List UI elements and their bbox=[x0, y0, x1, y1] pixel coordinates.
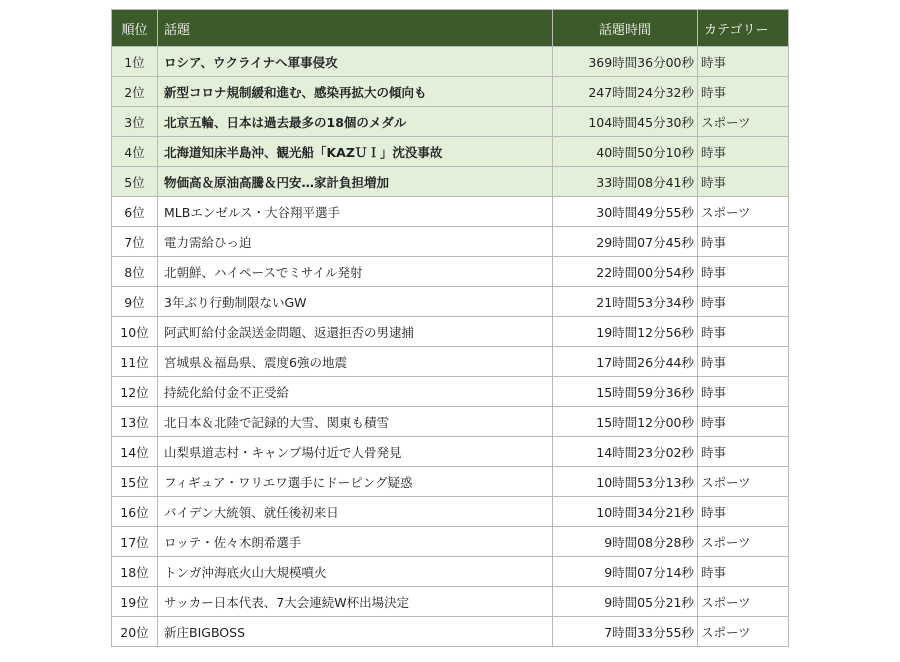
topic-cell: ロッテ・佐々木朗希選手 bbox=[158, 527, 553, 557]
table-row bbox=[112, 167, 789, 197]
category-cell: 時事 bbox=[698, 557, 789, 587]
category-cell: スポーツ bbox=[698, 587, 789, 617]
category-cell: 時事 bbox=[698, 377, 789, 407]
rank-cell: 16位 bbox=[112, 497, 158, 527]
header-topic: 話題 bbox=[158, 10, 553, 47]
category-cell: 時事 bbox=[698, 47, 789, 77]
time-cell: 15時間59分36秒 bbox=[553, 377, 698, 407]
table-row bbox=[112, 467, 789, 497]
table-row bbox=[112, 527, 789, 557]
table-row bbox=[112, 227, 789, 257]
time-cell: 247時間24分32秒 bbox=[553, 77, 698, 107]
rank-cell: 8位 bbox=[112, 257, 158, 287]
category-cell: 時事 bbox=[698, 167, 789, 197]
table-row bbox=[112, 617, 789, 647]
table-row bbox=[112, 137, 789, 167]
topic-cell: 物価高＆原油高騰＆円安…家計負担増加 bbox=[158, 167, 553, 197]
table-row bbox=[112, 47, 789, 77]
time-cell: 21時間53分34秒 bbox=[553, 287, 698, 317]
table-row bbox=[112, 587, 789, 617]
category-cell: 時事 bbox=[698, 497, 789, 527]
rank-cell: 10位 bbox=[112, 317, 158, 347]
rank-cell: 18位 bbox=[112, 557, 158, 587]
table-row bbox=[112, 377, 789, 407]
topic-cell: 新庄BIGBOSS bbox=[158, 617, 553, 647]
rank-cell: 11位 bbox=[112, 347, 158, 377]
rank-cell: 7位 bbox=[112, 227, 158, 257]
rank-cell: 1位 bbox=[112, 47, 158, 77]
category-cell: スポーツ bbox=[698, 197, 789, 227]
topic-cell: 山梨県道志村・キャンプ場付近で人骨発見 bbox=[158, 437, 553, 467]
ranking-table bbox=[111, 9, 789, 647]
topic-cell: バイデン大統領、就任後初来日 bbox=[158, 497, 553, 527]
rank-cell: 19位 bbox=[112, 587, 158, 617]
table-row bbox=[112, 347, 789, 377]
rank-cell: 12位 bbox=[112, 377, 158, 407]
topic-cell: 阿武町給付金誤送金問題、返還拒否の男逮捕 bbox=[158, 317, 553, 347]
table-row bbox=[112, 437, 789, 467]
topic-cell: 北海道知床半島沖、観光船「KAZＵＩ」沈没事故 bbox=[158, 137, 553, 167]
category-cell: スポーツ bbox=[698, 527, 789, 557]
time-cell: 30時間49分55秒 bbox=[553, 197, 698, 227]
category-cell: 時事 bbox=[698, 137, 789, 167]
category-cell: 時事 bbox=[698, 347, 789, 377]
category-cell: 時事 bbox=[698, 407, 789, 437]
rank-cell: 20位 bbox=[112, 617, 158, 647]
table-row bbox=[112, 197, 789, 227]
time-cell: 9時間08分28秒 bbox=[553, 527, 698, 557]
time-cell: 33時間08分41秒 bbox=[553, 167, 698, 197]
time-cell: 22時間00分54秒 bbox=[553, 257, 698, 287]
table-row bbox=[112, 407, 789, 437]
topic-cell: 持続化給付金不正受給 bbox=[158, 377, 553, 407]
rank-cell: 15位 bbox=[112, 467, 158, 497]
rank-cell: 17位 bbox=[112, 527, 158, 557]
time-cell: 29時間07分45秒 bbox=[553, 227, 698, 257]
category-cell: 時事 bbox=[698, 437, 789, 467]
rank-cell: 9位 bbox=[112, 287, 158, 317]
topic-cell: 新型コロナ規制緩和進む、感染再拡大の傾向も bbox=[158, 77, 553, 107]
table-row bbox=[112, 557, 789, 587]
rank-cell: 2位 bbox=[112, 77, 158, 107]
time-cell: 9時間07分14秒 bbox=[553, 557, 698, 587]
rank-cell: 3位 bbox=[112, 107, 158, 137]
time-cell: 19時間12分56秒 bbox=[553, 317, 698, 347]
table-row bbox=[112, 257, 789, 287]
time-cell: 10時間34分21秒 bbox=[553, 497, 698, 527]
ranking-table-container bbox=[111, 9, 788, 647]
rank-cell: 5位 bbox=[112, 167, 158, 197]
topic-cell: トンガ沖海底火山大規模噴火 bbox=[158, 557, 553, 587]
rank-cell: 14位 bbox=[112, 437, 158, 467]
topic-cell: フィギュア・ワリエワ選手にドーピング疑惑 bbox=[158, 467, 553, 497]
category-cell: 時事 bbox=[698, 257, 789, 287]
header-category: カテゴリー bbox=[698, 10, 789, 47]
category-cell: スポーツ bbox=[698, 107, 789, 137]
rank-cell: 4位 bbox=[112, 137, 158, 167]
table-header-row bbox=[112, 10, 789, 47]
category-cell: スポーツ bbox=[698, 617, 789, 647]
time-cell: 14時間23分02秒 bbox=[553, 437, 698, 467]
time-cell: 369時間36分00秒 bbox=[553, 47, 698, 77]
rank-cell: 6位 bbox=[112, 197, 158, 227]
rank-cell: 13位 bbox=[112, 407, 158, 437]
topic-cell: MLBエンゼルス・大谷翔平選手 bbox=[158, 197, 553, 227]
header-time: 話題時間 bbox=[553, 10, 698, 47]
category-cell: 時事 bbox=[698, 287, 789, 317]
time-cell: 17時間26分44秒 bbox=[553, 347, 698, 377]
table-row bbox=[112, 497, 789, 527]
topic-cell: サッカー日本代表、7大会連続W杯出場決定 bbox=[158, 587, 553, 617]
table-row bbox=[112, 317, 789, 347]
topic-cell: 北朝鮮、ハイペースでミサイル発射 bbox=[158, 257, 553, 287]
topic-cell: 北京五輪、日本は過去最多の18個のメダル bbox=[158, 107, 553, 137]
table-row bbox=[112, 107, 789, 137]
table-row bbox=[112, 77, 789, 107]
time-cell: 104時間45分30秒 bbox=[553, 107, 698, 137]
time-cell: 40時間50分10秒 bbox=[553, 137, 698, 167]
header-rank: 順位 bbox=[112, 10, 158, 47]
topic-cell: 宮城県＆福島県、震度6強の地震 bbox=[158, 347, 553, 377]
time-cell: 9時間05分21秒 bbox=[553, 587, 698, 617]
topic-cell: ロシア、ウクライナへ軍事侵攻 bbox=[158, 47, 553, 77]
topic-cell: 北日本＆北陸で記録的大雪、関東も積雪 bbox=[158, 407, 553, 437]
category-cell: 時事 bbox=[698, 227, 789, 257]
table-row bbox=[112, 287, 789, 317]
topic-cell: 3年ぶり行動制限ないGW bbox=[158, 287, 553, 317]
time-cell: 15時間12分00秒 bbox=[553, 407, 698, 437]
category-cell: スポーツ bbox=[698, 467, 789, 497]
category-cell: 時事 bbox=[698, 317, 789, 347]
time-cell: 10時間53分13秒 bbox=[553, 467, 698, 497]
topic-cell: 電力需給ひっ迫 bbox=[158, 227, 553, 257]
time-cell: 7時間33分55秒 bbox=[553, 617, 698, 647]
category-cell: 時事 bbox=[698, 77, 789, 107]
